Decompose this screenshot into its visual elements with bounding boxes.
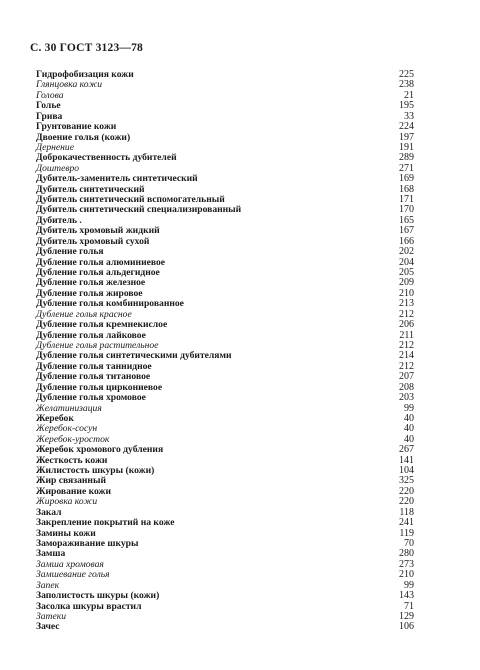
- index-page-number: 220: [399, 496, 414, 508]
- index-page-number: 209: [399, 277, 414, 289]
- index-page-number: 280: [399, 548, 414, 560]
- index-term: Дубление голья красное: [36, 308, 132, 320]
- index-term: Дубление голья лайковое: [36, 329, 146, 341]
- index-page-number: 220: [399, 485, 414, 497]
- index-page-number: 267: [399, 444, 414, 456]
- index-term: Дубитель .: [36, 214, 82, 226]
- index-page-number: 141: [399, 454, 414, 466]
- index-page-number: 212: [399, 360, 414, 372]
- index-term: Доброкачественность дубителей: [36, 152, 177, 164]
- index-term: Доштевро: [36, 162, 80, 174]
- index-term: Глянцовка кожи: [36, 79, 103, 91]
- index-term: Зачес: [36, 621, 60, 633]
- index-term: Дубление голья железное: [36, 277, 146, 289]
- index-entry: [36, 122, 414, 132]
- index-page-number: 271: [399, 162, 414, 174]
- index-entry: [36, 91, 414, 101]
- index-entry: [36, 80, 414, 90]
- index-page-number: 169: [399, 173, 414, 185]
- index-term: Заполистость шкуры (кожи): [36, 590, 160, 602]
- index-page-number: 273: [399, 558, 414, 570]
- index-term: Дубление голья синтетическими дубителями: [36, 350, 232, 362]
- index-entry: [36, 602, 414, 612]
- index-page-number: 33: [404, 110, 414, 122]
- index-page-number: 99: [404, 402, 414, 414]
- term-index-list: [36, 70, 414, 633]
- index-page-number: 241: [399, 517, 414, 529]
- index-entry: [36, 518, 414, 528]
- index-page-number: 207: [399, 371, 414, 383]
- index-page-number: 143: [399, 590, 414, 602]
- index-term: Жирование кожи: [36, 485, 112, 497]
- index-term: Дубитель хромовый жидкий: [36, 225, 160, 237]
- index-term: Грива: [36, 110, 63, 122]
- page-header: С. 30 ГОСТ 3123—78: [30, 42, 143, 54]
- index-term: Дубление голья: [36, 246, 104, 258]
- index-page-number: 212: [399, 308, 414, 320]
- index-page-number: 195: [399, 100, 414, 112]
- index-page-number: 224: [399, 121, 414, 133]
- index-page-number: 238: [399, 79, 414, 91]
- index-term: Жеребок-уросток: [36, 433, 110, 445]
- index-term: Замша: [36, 548, 66, 560]
- index-term: Жеребок-сосун: [36, 423, 98, 435]
- index-page-number: 168: [399, 183, 414, 195]
- index-page-number: 40: [404, 423, 414, 435]
- index-entry: [36, 393, 414, 403]
- index-page-number: 210: [399, 287, 414, 299]
- index-term: Дубление голья комбинированное: [36, 298, 184, 310]
- index-page-number: 325: [399, 475, 414, 487]
- index-term: Засолка шкуры врастил: [36, 600, 142, 612]
- index-term: Грунтование кожи: [36, 121, 117, 133]
- index-entry: [36, 591, 414, 601]
- index-term: Желатинизация: [36, 402, 102, 414]
- index-page-number: 40: [404, 433, 414, 445]
- index-term: Дубитель хромовый сухой: [36, 235, 150, 247]
- index-term: Дубитель синтетический специализированный: [36, 204, 242, 216]
- index-page-number: 203: [399, 392, 414, 404]
- index-entry: [36, 101, 414, 111]
- index-term: Закал: [36, 506, 62, 518]
- index-term: Дубление голья хромовое: [36, 392, 146, 404]
- index-entry: [36, 320, 414, 330]
- index-page-number: 211: [399, 329, 414, 341]
- index-term: Дубление голья жировое: [36, 287, 143, 299]
- index-term: Дубление голья таннидное: [36, 360, 152, 372]
- index-term: Затеки: [36, 610, 67, 622]
- index-page-number: 129: [399, 610, 414, 622]
- index-term: Замша хромовая: [36, 558, 104, 570]
- index-term: Дубление голья циркониевое: [36, 381, 163, 393]
- index-term: Двоение голья (кожи): [36, 131, 131, 143]
- index-entry: [36, 404, 414, 414]
- index-page-number: 204: [399, 256, 414, 268]
- index-term: Замораживание шкуры: [36, 537, 139, 549]
- index-page-number: 40: [404, 412, 414, 424]
- index-term: Жеребок: [36, 412, 74, 424]
- index-page-number: 197: [399, 131, 414, 143]
- index-entry: [36, 153, 414, 163]
- index-term: Дубитель-заменитель синтетический: [36, 173, 198, 185]
- index-page-number: 167: [399, 225, 414, 237]
- index-page-number: 119: [399, 527, 414, 539]
- index-page-number: 212: [399, 339, 414, 351]
- index-term: Дубитель синтетический: [36, 183, 145, 195]
- index-page-number: 191: [399, 141, 414, 153]
- index-term: Дернение: [36, 141, 74, 153]
- index-page-number: 208: [399, 381, 414, 393]
- index-page-number: 210: [399, 569, 414, 581]
- index-page-number: 70: [404, 537, 414, 549]
- index-page-number: 118: [399, 506, 414, 518]
- index-page-number: 214: [399, 350, 414, 362]
- index-page-number: 202: [399, 246, 414, 258]
- index-entry: [36, 612, 414, 622]
- index-term: Дубитель синтетический вспомогательный: [36, 194, 225, 206]
- index-term: Дубление голья альдегидное: [36, 267, 160, 279]
- index-entry: [36, 497, 414, 507]
- index-term: Замины кожи: [36, 527, 96, 539]
- index-page-number: 166: [399, 235, 414, 247]
- index-term: Жир связанный: [36, 475, 106, 487]
- index-entry: [36, 205, 414, 215]
- index-term: Жировка кожи: [36, 496, 98, 508]
- index-page-number: 106: [399, 621, 414, 633]
- index-entry: [36, 539, 414, 549]
- index-term: Жесткость кожи: [36, 454, 108, 466]
- index-page-number: 171: [399, 194, 414, 206]
- index-term: Закрепление покрытий на коже: [36, 517, 175, 529]
- index-page-number: 206: [399, 319, 414, 331]
- index-page-number: 21: [404, 89, 414, 101]
- index-term: Голова: [36, 89, 64, 101]
- index-page-number: 213: [399, 298, 414, 310]
- index-page-number: 225: [399, 69, 414, 80]
- index-term: Дубление голья алюминиевое: [36, 256, 166, 268]
- index-term: Жилистость шкуры (кожи): [36, 465, 155, 477]
- index-term: Голье: [36, 100, 61, 112]
- index-term: Дубление голья растительное: [36, 339, 159, 351]
- index-page-number: 104: [399, 465, 414, 477]
- index-page-number: 205: [399, 267, 414, 279]
- index-page-number: 170: [399, 204, 414, 216]
- index-term: Дубление голья титановое: [36, 371, 151, 383]
- index-term: Запек: [36, 579, 60, 591]
- index-term: Замшевание голья: [36, 569, 110, 581]
- index-term: Дубление голья кремнекислое: [36, 319, 168, 331]
- index-entry: [36, 570, 414, 580]
- index-entry: [36, 622, 414, 632]
- index-page-number: 165: [399, 214, 414, 226]
- index-page-number: 71: [404, 600, 414, 612]
- index-term: Гидрофобизация кожи: [36, 69, 134, 80]
- index-page-number: 289: [399, 152, 414, 164]
- index-page-number: 99: [404, 579, 414, 591]
- index-entry: [36, 133, 414, 143]
- index-term: Жеребок хромового дубления: [36, 444, 164, 456]
